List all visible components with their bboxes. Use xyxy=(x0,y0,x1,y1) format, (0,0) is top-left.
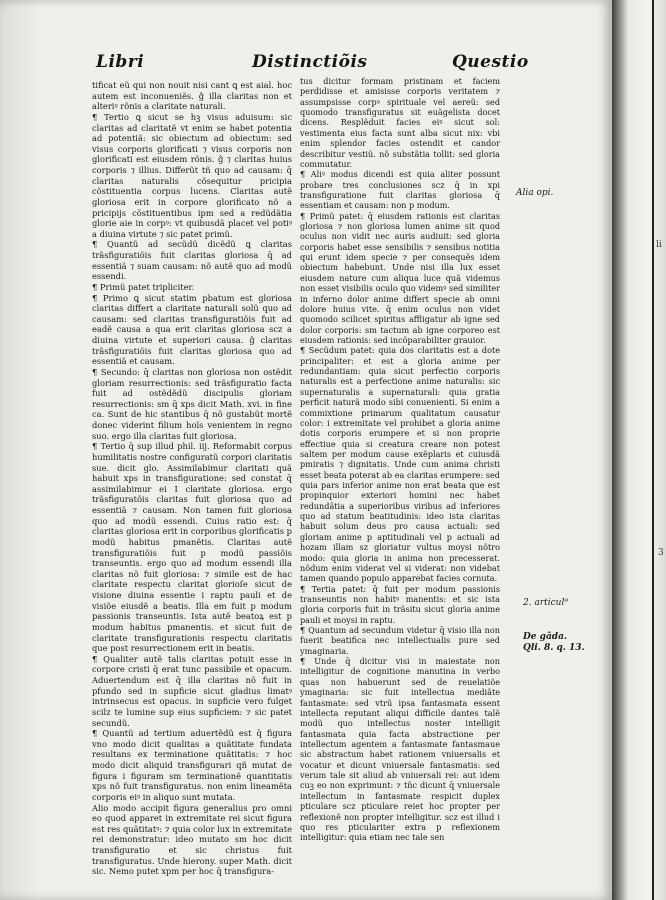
margin-note-reference xyxy=(523,632,585,654)
margin-note-reference-line2: Qli. 8. q. 13. xyxy=(523,643,585,653)
paragraph: ¶ Primũ patet: q̄ eiusdem rationis est claritas gloriosa ⁊ non gloriosa lumen anime sit quod oculus non vidit nec auris audiuit: sed gloria corporis habet esse sensibilis ⁊ sensibus notitia qui erunt idem specie ⁊ per consequẽs idem obiectum habebunt. Unde nisi illa lux esset eiusdem nature cum aliqua luce quã videmus non esset visibilis oculo quo videmꝰ sed similiter in inferno dolor anime differt specie ab omni dolore huius vite. q̄ enim oculus non videt quomodo scilicet spiritus affligatur ab igne sed dolor corporis: sm tactum ab igne corporeo est eiusdem rationis: sed incõparabiliter grauior. xyxy=(300,210,500,345)
paragraph: ¶ Tertia patet: q̄ fuit per modum passionis transeuntis non habitꝰ manentis: et sic ista gloria corporis fuit in trãsitu sicut gloria anime pauli et moysi in raptu. xyxy=(300,583,500,625)
paragraph: ¶ Quantũ ad tertium aduertẽdũ est q̄ figura vno modo dicit qualitas a quãtitate fundata resultans ex terminatione quãtitatis: ⁊ hoc modo dicit aliquid transfigurari qñ mutat de figura i figuram sm terminationẽ quantitatis xps nõ fuit transfiguratus. non enim lineamẽta corporis eiꝰ in aliquo sunt mutata. xyxy=(92,728,292,802)
paragraph: ¶ Qualiter autẽ talis claritas potuit esse in corpore cristi q̄ erat tunc passibile et opacum. Aduertendum est q̄ illa claritas nõ fuit in pfundo sed in supficie sicut gladius limatꝰ intrinsecus est opacus. in supficie vero fulget scilz te lumine sup eius supficiem: ⁊ sic patet secundũ. xyxy=(92,653,292,728)
paragraph: ¶ Tertio q̄ sup illud phil. iij. Reformabit corpus humilitatis nostre configuratũ corpori claritatis sue. dicit glo. Assimilabimur claritati quã habuit xps in transfiguratione: sed constat q̄ assimilabimur ei I claritate gloriosa. ergo trãsfiguratõis claritas fuit gloriosa quo ad essentiã ⁊ causam. Non tamen fuit gloriosa quo ad modũ essendi. Cuius ratio est: q̄ claritas gloriosa erit in corporibus glorificatis p modũ habitus pmanẽtis. Claritas autẽ transfiguratiõis fuit p modũ passiõis transeuntis. ergo quo ad modum essendi illa claritas nõ fuit gloriosa: ⁊ simile est de hac claritate respectu claritat glorioſe sicut de visione diuina essentie i raptu pauli et de visiõe eiusdẽ a beatis. Illa em fuit p modum passionis transeuntis. Ista autẽ beatoꝝ est p modum habitus pmanentis. et sicut fuit de claritate transfigurationis respectu claritatis que post resurrectionem erit in beatis. xyxy=(92,441,292,654)
paragraph: ¶ Tertio ꝗ sicut se hꝫ visus aduisum: sic claritas ad claritatẽ vt enim se habet potentia ad potentiã: sic obiectum ad obiectum: sed visus corporis glorificati ⁊ visus corporis non glorificati est eiusdem rõnis. ĝ ⁊ claritas huius corporis ⁊ illius. Differũt tñ quo ad causam: q̄ claritas naturalis cõsequitur pricipia cõstituentia corpus lucens. Claritas autẽ gloriosa erit in corpore glorificato nõ a pricipijs cõstituentibus ipm sed a redũdãtia glorie aie in corpꝰ: vt quibusdã placet vel potiꝰ a diuina virtute ⁊ sic patet primũ. xyxy=(92,111,292,239)
right-text-column xyxy=(300,76,500,843)
paragraph: Alio modo accipit figura generalius pro omni eo quod apparet in extremitate rei sicut figura est res quãtitatꝰ: ⁊ quia color lux in extremitate rei demonstratur: ideo mutato sm hoc dicit transfiguratio et sic christus fuit transfiguratus. Unde hierony. super Math. dicit sic. Nemo putet xpm per hoc q̄ transfigura- xyxy=(92,802,292,877)
running-head-left: Libri xyxy=(96,52,145,72)
paragraph: ¶ Quantũ ad secũdũ dicẽdũ ꝗ claritas trãsfiguratiõis fuit claritas gloriosa q̄ ad essentiã ⁊ suam causam: nõ autẽ quo ad modũ essendi. xyxy=(92,239,292,282)
paragraph: ¶ Primũ patet tripliciter. xyxy=(92,281,195,292)
margin-note-alia-opinio: Alia opi. xyxy=(516,188,554,198)
running-head-right: Questio xyxy=(452,52,529,72)
paragraph: ¶ Quantum ad secundum videtur q̄ visio illa non fuerit beatifica nec intellectualis pure sed ymaginaria. xyxy=(300,625,500,656)
margin-note-reference-line1: De gãda. xyxy=(523,632,568,642)
edge-mark: 3 xyxy=(658,548,664,558)
paragraph: ¶ Unde q̄ dicitur visi in maiestate non intelligitur de cognitione manutina in verbo quas non habuerunt sed de reuelatiõe ymaginaria: sic fuit intellectua mediãte fantasmate: sed vtrũ ipsa fantasmata essent intellecta reputant aliqui difficile dantes talẽ modũ quo intellectus noster intelligit fantasmata quia facta abstractione per intellectum agentem a fantasmate fantasmaue sic abstractum habet rationem vniuersalis et vocatur et dicunt vniuersale fantasmatis: sed verum tale sit aliud ab vniuersali rei: aut idem cuꝫ eo non exprimunt: ⁊ tñc dicunt q̄ vniuersale intellectum in fantasmate respicit duplex pticulare scz pticulare reiet hoc propter per reflexionẽ non propter intelligitur. scz est illud i quo res pticulariter extra p reflexionem intelligitur: quia etiam nec tale sen xyxy=(300,656,500,843)
paragraph: ¶ Aliꝰ modus dicendi est quia aliter possunt probare tres conclusiones scz q̄ in xpi transfiguratione fuit claritas gloriosa q̄ essentiam et causam: non p modum. xyxy=(300,169,500,211)
gutter-shadow xyxy=(0,0,40,900)
paragraph: tificat eũ qui non nouit nisi cant ꝗ est aial. hoc autem est inconueniẽs. ĝ illa claritas non et alteriꝰ rõnis a claritate naturali. xyxy=(92,80,292,112)
paragraph: ¶ Secundo: q̄ claritas non gloriosa non ostẽdit gloriam resurrectionis: sed trãsfiguratio facta fuit ad ostẽdẽdũ discipulis gloriam resurrectionis: sm q̄ xps dicit Math. xvi. in fine ca. Sunt de hic stantibus q̄ nõ gustabũt mortẽ donec viderint filium hoĩs venientem in regno suo. ergo illa claritas fuit gloriosa. xyxy=(92,366,292,441)
running-head-middle: Distinctiõis xyxy=(252,52,368,72)
paragraph: ¶ Primo ꝗ sicut statim pbatum est gloriosa claritas differt a claritate naturali solũ quo ad causam: sed claritas transfiguratiõis fuit ad eadẽ causa a qua erit claritas gloriosa scz a diuina virtute et superiori causa. ĝ claritas trãsfiguratiõis fuit claritas gloriosa quo ad essentiã et causam. xyxy=(92,292,292,367)
paragraph: tus dicitur formam pristinam et faciem perdidisse et amisisse corporis veritatem ⁊ assumpsisse corpꝰ spirituale vel aereũ: sed quomodo transfiguratus sit euãgelista docet dicens. Resplẽduit facies eiꝰ sicut sol: vestimenta eius facta sunt alba sicut nix: vbi enim splendor facies ostendit et candor describitur vestiũ. nõ substãtia tollit: sed gloria commutatur. xyxy=(300,76,500,169)
edge-mark: li xyxy=(656,240,662,250)
adjacent-page-edge xyxy=(612,0,666,900)
page-edge-rule xyxy=(652,0,654,900)
left-text-column xyxy=(92,80,292,877)
margin-note-articulus: 2. articul⁹ xyxy=(523,598,568,608)
paragraph: ¶ Secũdum patet: quia dos claritatis est a dote principaliter: et est a gloria anime per redundantiam: quia sicut perfectio corporis naturalis est a perfectione anime naturalis: sic supernaturalis a supernaturali: quia gratia perficit naturã modo sibi conuenienti. Si enim a commixtione primarum qualitatum causatur color: i extremitate vel prohibet a gloria anime dotis corporis erumpere et si non proprie effectiue quia si creatura creare non potest saltem per modum cause exẽplaris et cuiusdã pmiratis ⁊ dignitatis. Unde cum anima christi esset beata poterat ab ea claritas erumpere: sed quia pars inferior anime non erat beata que est propinquior exteriori homini nec habet redundãtia a superioribus viribus ad inferiores quo ad statum beatitudinis: ideo ista claritas habuit solum deus pro causa actuali: sed gloriam anime p aptitudinali vel p actuali ad hozam illam sz gloriatur vultus moysi nõtro modo: quia gloria in anima non precesserat. nõdum enim viderat vel si viderat: non videbat tamen quando populo apparebat facies cornuta. xyxy=(300,345,500,584)
